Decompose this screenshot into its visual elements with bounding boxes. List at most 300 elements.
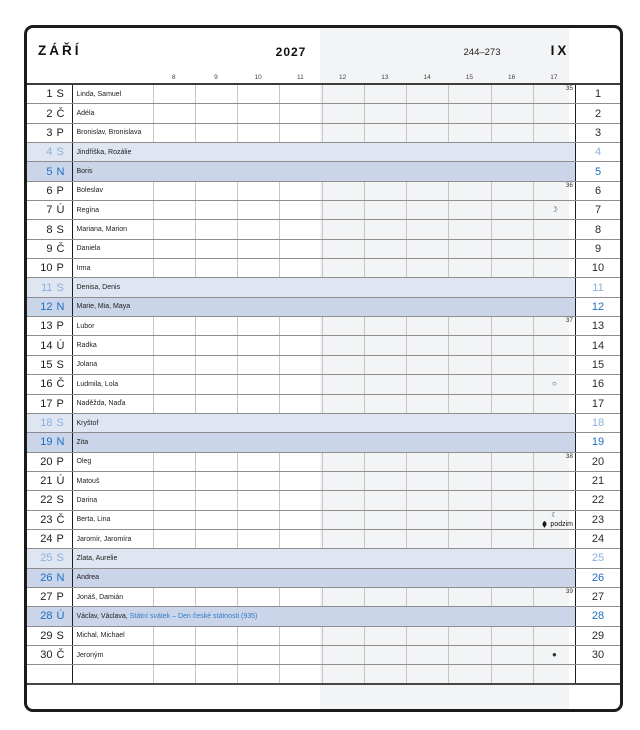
hour-cell (237, 259, 279, 277)
nameday-names: Naděžda, Naďa (76, 400, 126, 408)
hour-cell (364, 472, 406, 490)
day-row-10 (27, 259, 620, 278)
hour-cell (237, 588, 279, 606)
hour-cell (533, 549, 575, 567)
calendar-header (27, 28, 620, 85)
nameday-cell (72, 240, 153, 258)
hour-cell (364, 182, 406, 200)
hour-cell (153, 607, 195, 625)
day-number-right-cell (575, 453, 620, 471)
nameday-names: Boleslav (76, 187, 103, 195)
hour-cell (364, 511, 406, 529)
day-label-cell (27, 375, 72, 393)
day-number-right-cell (575, 491, 620, 509)
hour-cell (448, 627, 490, 645)
day-label-cell (27, 124, 72, 142)
day-number: 1 (46, 88, 53, 101)
hour-cell (322, 259, 364, 277)
hour-cell (153, 472, 195, 490)
day-number-right: 14 (591, 339, 605, 352)
week-number: 37 (565, 317, 573, 325)
hour-cell (491, 162, 533, 180)
hour-cell (533, 433, 575, 451)
hour-cell (491, 182, 533, 200)
hour-cell (364, 627, 406, 645)
hour-cell (195, 317, 237, 335)
hour-cell (491, 356, 533, 374)
day-row-6 (27, 182, 620, 201)
nameday-cell (72, 433, 153, 451)
hour-cell (491, 201, 533, 219)
day-label-cell (27, 201, 72, 219)
day-number-right: 19 (591, 436, 605, 449)
day-label-cell (27, 588, 72, 606)
calendar-page (24, 25, 623, 712)
hour-cell (448, 491, 490, 509)
weekday-letter: S (56, 629, 64, 642)
weekday-letter: Ú (56, 339, 65, 352)
hour-cell (237, 549, 279, 567)
hour-cell (533, 317, 575, 335)
hour-cell (322, 104, 364, 122)
hour-cell (195, 569, 237, 587)
hour-cell (406, 317, 448, 335)
hour-cell (153, 85, 195, 103)
hour-cell (533, 530, 575, 548)
hour-cell (153, 162, 195, 180)
hour-cell (364, 549, 406, 567)
nameday-names: Boris (76, 168, 93, 176)
hour-cell (279, 569, 321, 587)
hour-cell (364, 395, 406, 413)
hour-cell (237, 85, 279, 103)
day-label-cell (27, 220, 72, 238)
hour-cell (322, 627, 364, 645)
day-number-right: 20 (591, 455, 605, 468)
nameday-cell (72, 627, 153, 645)
day-number-right: 2 (594, 107, 602, 120)
day-number: 4 (46, 146, 53, 159)
hour-cell (364, 162, 406, 180)
weekday-letter: S (56, 552, 64, 565)
hour-cell (491, 414, 533, 432)
weekday-letter: Č (56, 513, 65, 526)
day-number-right-cell (575, 143, 620, 161)
day-row-5 (27, 162, 620, 181)
calendar-footer (27, 685, 620, 709)
hour-cell (533, 491, 575, 509)
hour-cell (491, 511, 533, 529)
weekday-letter: Ú (56, 610, 65, 623)
day-label-cell (27, 530, 72, 548)
hour-cell (195, 665, 237, 682)
hour-cell (364, 85, 406, 103)
hour-cell (448, 259, 490, 277)
day-rows (27, 85, 620, 685)
hour-cell (491, 278, 533, 296)
day-row-14 (27, 336, 620, 355)
hour-cell (406, 530, 448, 548)
hour-cell (279, 298, 321, 316)
day-row-13 (27, 317, 620, 336)
day-number-right: 9 (594, 242, 602, 255)
day-number-right-cell (575, 240, 620, 258)
weekday-letter: P (56, 455, 64, 468)
hour-cell (533, 665, 575, 682)
hour-cell (237, 298, 279, 316)
nameday-cell (72, 336, 153, 354)
day-number: 24 (40, 533, 53, 546)
day-number-right: 25 (591, 552, 605, 565)
hour-cell (448, 143, 490, 161)
hour-cell (279, 278, 321, 296)
hour-cell (153, 511, 195, 529)
day-number: 12 (40, 300, 53, 313)
hour-cell (448, 414, 490, 432)
hour-cell (533, 143, 575, 161)
hour-cell (195, 124, 237, 142)
leaf-icon (541, 521, 548, 528)
hour-cell (237, 530, 279, 548)
hour-cell (533, 627, 575, 645)
hour-cell (153, 491, 195, 509)
hour-cell (448, 298, 490, 316)
nameday-names: Jeroným (76, 651, 104, 659)
hour-cell (533, 201, 575, 219)
hour-cell (195, 143, 237, 161)
day-number: 6 (46, 184, 53, 197)
hour-cell (364, 607, 406, 625)
hour-cell (491, 259, 533, 277)
hour-cell (533, 162, 575, 180)
hour-cell (406, 162, 448, 180)
day-label-cell (27, 453, 72, 471)
day-number-right: 1 (594, 88, 602, 101)
nameday-names: Jolana (76, 361, 98, 369)
day-label-cell (27, 627, 72, 645)
day-label-cell (27, 182, 72, 200)
new-moon-icon: ● (551, 650, 557, 660)
hour-cell (448, 85, 490, 103)
hour-cell (279, 201, 321, 219)
hour-cell (448, 356, 490, 374)
hour-cell (153, 124, 195, 142)
day-label-cell (27, 104, 72, 122)
day-number-right: 12 (591, 300, 605, 313)
hour-cell (153, 278, 195, 296)
nameday-cell (72, 646, 153, 664)
hour-cell (533, 356, 575, 374)
hour-cell (153, 220, 195, 238)
hour-cell (448, 433, 490, 451)
nameday-cell (72, 356, 153, 374)
hour-cell (322, 395, 364, 413)
hour-cell (364, 201, 406, 219)
day-label-cell (27, 162, 72, 180)
hour-cell (406, 549, 448, 567)
hour-cell (364, 317, 406, 335)
day-row-23 (27, 511, 620, 530)
hour-cell (491, 491, 533, 509)
hour-cell (153, 646, 195, 664)
hour-cell (491, 124, 533, 142)
hour-cell (406, 298, 448, 316)
hour-cell (237, 665, 279, 682)
weekday-letter: S (56, 281, 64, 294)
day-number: 3 (46, 126, 53, 139)
hour-cell (195, 395, 237, 413)
hour-cell (364, 414, 406, 432)
hour-cell (279, 162, 321, 180)
hour-cell (279, 665, 321, 682)
hour-cell (491, 220, 533, 238)
day-number-right: 6 (594, 184, 602, 197)
day-label-cell (27, 240, 72, 258)
hour-cell (533, 453, 575, 471)
hour-cell (279, 356, 321, 374)
hour-cell (153, 356, 195, 374)
day-label-cell (27, 569, 72, 587)
month-name: ZÁŘÍ (38, 43, 82, 58)
hour-cell (491, 569, 533, 587)
hour-cell (195, 530, 237, 548)
day-number-right-cell (575, 317, 620, 335)
day-number-right: 3 (594, 126, 602, 139)
day-number-right: 17 (591, 397, 605, 410)
hour-cell (322, 336, 364, 354)
hour-cell (533, 395, 575, 413)
nameday-names: Irma (76, 264, 91, 272)
day-row-15 (27, 356, 620, 375)
day-label-cell (27, 646, 72, 664)
day-number: 7 (46, 204, 53, 217)
hour-cell (491, 375, 533, 393)
hour-cell (406, 104, 448, 122)
hour-cell (195, 162, 237, 180)
hour-cell (279, 375, 321, 393)
hour-cell (448, 453, 490, 471)
day-row-20 (27, 453, 620, 472)
hour-cell (448, 665, 490, 682)
nameday-names: Zita (76, 438, 89, 446)
hour-cell (322, 240, 364, 258)
hour-cell (322, 162, 364, 180)
hour-cell (322, 375, 364, 393)
hour-cell (322, 530, 364, 548)
hour-cell (491, 104, 533, 122)
hour-cell (237, 414, 279, 432)
hour-cell (448, 124, 490, 142)
nameday-cell (72, 414, 153, 432)
day-number: 19 (40, 436, 53, 449)
nameday-cell (72, 298, 153, 316)
nameday-names: Kryštof (76, 419, 99, 427)
hour-cell (195, 298, 237, 316)
hour-cell (153, 627, 195, 645)
hour-cell (448, 317, 490, 335)
day-number-right: 10 (591, 262, 605, 275)
day-row-8 (27, 220, 620, 239)
day-number-right: 13 (591, 320, 605, 333)
day-number-right-cell (575, 162, 620, 180)
hour-cell (322, 317, 364, 335)
hour-cell (533, 336, 575, 354)
hour-cell (364, 665, 406, 682)
day-number: 16 (40, 378, 53, 391)
hour-cell (195, 240, 237, 258)
hour-cell (491, 240, 533, 258)
holiday-label: Státní svátek – Den české státnosti (935) (129, 612, 258, 620)
day-number: 15 (40, 358, 53, 371)
day-row-27 (27, 588, 620, 607)
hour-cell (279, 259, 321, 277)
hour-cell (279, 588, 321, 606)
nameday-cell (72, 124, 153, 142)
weekday-letter: N (56, 300, 65, 313)
hour-cell (364, 433, 406, 451)
day-row-18 (27, 414, 620, 433)
hour-cell (322, 201, 364, 219)
hour-cell (153, 665, 195, 682)
hour-cell (533, 511, 575, 529)
weekday-letter: N (56, 165, 65, 178)
hour-cell (364, 491, 406, 509)
empty-row (27, 665, 620, 684)
hour-cell (237, 627, 279, 645)
hour-cell (364, 356, 406, 374)
day-label-cell (27, 395, 72, 413)
hour-cell (279, 336, 321, 354)
day-number-right: 5 (594, 165, 602, 178)
nameday-names: Regína (76, 206, 100, 214)
day-row-9 (27, 240, 620, 259)
nameday-cell (72, 511, 153, 529)
nameday-cell (72, 569, 153, 587)
hour-cell (406, 491, 448, 509)
hour-cell (195, 491, 237, 509)
hour-cell (533, 104, 575, 122)
day-number-right-cell (575, 356, 620, 374)
day-number-right-cell (575, 549, 620, 567)
hour-cell (322, 143, 364, 161)
hour-cell (406, 588, 448, 606)
day-label-cell (27, 511, 72, 529)
nameday-cell (72, 375, 153, 393)
day-number: 5 (46, 165, 53, 178)
day-number-right-cell (575, 220, 620, 238)
hour-label: 10 (254, 74, 262, 81)
hour-cell (406, 511, 448, 529)
hour-cell (195, 433, 237, 451)
hour-cell (279, 182, 321, 200)
hour-cell (491, 298, 533, 316)
nameday-cell (72, 162, 153, 180)
hour-cell (322, 433, 364, 451)
hour-cell (491, 433, 533, 451)
weekday-letter: P (56, 126, 64, 139)
hour-cell (533, 182, 575, 200)
day-number-right: 26 (591, 571, 605, 584)
day-number: 2 (46, 107, 53, 120)
nameday-names: Marie, Mia, Maya (76, 303, 131, 311)
nameday-cell (72, 530, 153, 548)
day-label-cell (27, 549, 72, 567)
hour-cell (322, 588, 364, 606)
hour-cell (237, 375, 279, 393)
hour-label: 9 (214, 74, 218, 81)
hour-cell (279, 317, 321, 335)
hour-cell (448, 162, 490, 180)
day-number: 23 (40, 513, 53, 526)
day-row-19 (27, 433, 620, 452)
nameday-cell (72, 549, 153, 567)
day-number-right-cell (575, 433, 620, 451)
nameday-names: Berta, Lina (76, 516, 111, 524)
weekday-letter: Ú (56, 475, 65, 488)
first-quarter-moon-icon: ☽ (550, 205, 558, 215)
nameday-cell (72, 607, 258, 625)
day-number: 14 (40, 339, 53, 352)
hour-cell (237, 124, 279, 142)
day-row-12 (27, 298, 620, 317)
nameday-names: Radka (76, 342, 97, 350)
hour-cell (491, 530, 533, 548)
hour-cell (195, 549, 237, 567)
weekday-letter: P (56, 320, 64, 333)
hour-cell (322, 298, 364, 316)
day-number-right-cell (575, 472, 620, 490)
hour-cell (237, 143, 279, 161)
hour-cell (237, 240, 279, 258)
hour-label: 17 (550, 74, 558, 81)
hour-cell (491, 588, 533, 606)
hour-cell (237, 356, 279, 374)
hour-cell (322, 356, 364, 374)
day-number-right: 30 (591, 649, 605, 662)
nameday-names: Jaromír, Jaromíra (76, 535, 132, 543)
day-label-cell (27, 317, 72, 335)
hour-cell (406, 356, 448, 374)
hour-cell (195, 336, 237, 354)
nameday-cell (72, 588, 153, 606)
hour-cell (195, 104, 237, 122)
day-number-right-cell (575, 511, 620, 529)
weekday-letter: S (56, 146, 64, 159)
day-row-30 (27, 646, 620, 665)
hour-cell (237, 433, 279, 451)
calendar-inner (27, 28, 620, 709)
hour-label: 16 (508, 74, 516, 81)
hour-cell (237, 182, 279, 200)
hour-cell (448, 607, 490, 625)
day-number: 8 (46, 223, 53, 236)
day-number-right-cell (575, 646, 620, 664)
hour-cell (406, 375, 448, 393)
hour-cell (153, 530, 195, 548)
day-number-right-cell (575, 201, 620, 219)
hour-cell (406, 182, 448, 200)
weekday-letter: S (56, 88, 64, 101)
hour-cell (322, 607, 364, 625)
hour-cell (406, 240, 448, 258)
hour-cell (237, 453, 279, 471)
nameday-cell (72, 472, 153, 490)
hour-cell (448, 278, 490, 296)
day-label-cell (27, 85, 72, 103)
weekday-letter: P (56, 397, 64, 410)
hour-label: 11 (297, 74, 304, 81)
hour-cell (195, 646, 237, 664)
